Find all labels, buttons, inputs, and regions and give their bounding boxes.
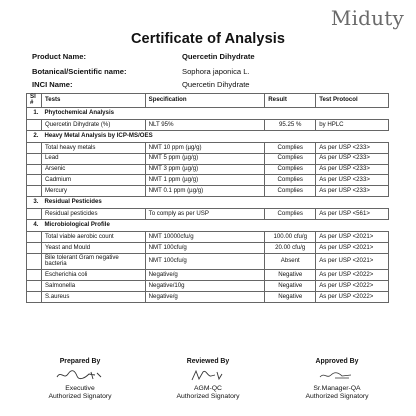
result-cell: Complies [265,153,316,164]
protocol-cell: As per USP <561> [316,209,389,220]
section-row [27,219,389,231]
specification-cell: Negative/10g [145,281,265,292]
prepared-role: Executive [65,385,95,392]
specification-cell: NMT 3 ppm (µg/g) [145,164,265,175]
result-cell: Complies [265,209,316,220]
specification-cell: Negative/g [145,291,265,302]
approved-sub: Authorized Signatory [305,393,369,401]
sl-cell [27,232,42,243]
result-cell: Absent [265,253,316,270]
result-cell: Negative [265,281,316,292]
brand-logo: Miduty [330,6,404,30]
test-cell: Salmonella [41,281,145,292]
test-cell: S.aureus [41,291,145,302]
test-cell: Lead [41,153,145,164]
table-row [27,242,389,253]
result-cell: Complies [265,175,316,186]
header-specification: Specification [145,94,265,108]
protocol-cell: As per USP <233> [316,164,389,175]
sl-cell [27,209,42,220]
inci-name-value: Quercetin Dihydrate [182,80,250,89]
product-name-value: Quercetin Dihydrate [182,52,255,61]
protocol-cell: As per USP <2021> [316,253,389,270]
protocol-cell: As per USP <2021> [316,232,389,243]
specification-cell: NMT 10000cfu/g [145,232,265,243]
approved-role: Sr.Manager-QA [313,385,361,392]
protocol-cell: As per USP <233> [316,175,389,186]
section-title: Phytochemical Analysis [41,107,388,119]
header-tests: Tests [41,94,145,108]
inci-name-label: INCI Name: [32,80,73,89]
test-cell: Mercury [41,186,145,197]
table-row [27,119,389,130]
sl-cell [27,281,42,292]
table-row [27,142,389,153]
sl-cell [27,242,42,253]
protocol-cell: As per USP <2022> [316,291,389,302]
result-cell: 95.25 % [265,119,316,130]
result-cell: Complies [265,142,316,153]
table-row [27,232,389,243]
sl-cell [27,119,42,130]
table-row [27,175,389,186]
protocol-cell: As per USP <2022> [316,281,389,292]
sl-cell [27,175,42,186]
result-cell: Negative [265,270,316,281]
reviewed-by-heading: Reviewed By [186,358,230,365]
reviewed-signature [143,365,273,385]
approved-by-block [272,358,402,401]
table-row [27,209,389,220]
specification-cell: NMT 0.1 ppm (µg/g) [145,186,265,197]
protocol-cell: As per USP <233> [316,142,389,153]
sl-cell [27,291,42,302]
prepared-by-heading: Prepared By [59,358,101,365]
result-cell: 20.00 cfu/g [265,242,316,253]
test-cell: Total heavy metals [41,142,145,153]
header-protocol: Test Protocol [316,94,389,108]
section-title: Heavy Metal Analysis by ICP-MS/OES [41,130,388,142]
sl-cell [27,164,42,175]
header-result: Result [265,94,316,108]
test-cell: Yeast and Mould [41,242,145,253]
section-number: 2. [27,130,42,142]
test-cell: Quercetin Dihydrate (%) [41,119,145,130]
table-row [27,153,389,164]
prepared-by-block [15,358,145,401]
specification-cell: NMT 100cfu/g [145,253,265,270]
section-title: Residual Pesticides [41,196,388,208]
test-cell: Escherichia coli [41,270,145,281]
section-row [27,107,389,119]
specification-cell: NMT 1 ppm (µg/g) [145,175,265,186]
test-cell: Total viable aerobic count [41,232,145,243]
approved-signature [272,365,402,385]
specification-cell: To comply as per USP [145,209,265,220]
prepared-sub: Authorized Signatory [48,393,112,401]
protocol-cell: As per USP <233> [316,153,389,164]
section-row [27,196,389,208]
section-number: 3. [27,196,42,208]
specification-cell: NMT 5 ppm (µg/g) [145,153,265,164]
specification-cell: Negative/g [145,270,265,281]
result-cell: Complies [265,186,316,197]
specification-cell: NLT 95% [145,119,265,130]
test-cell: Arsenic [41,164,145,175]
section-number: 4. [27,219,42,231]
protocol-cell: As per USP <233> [316,186,389,197]
sl-cell [27,153,42,164]
botanical-name-label: Botanical/Scientific name: [32,67,127,76]
reviewed-by-block [143,358,273,401]
reviewed-role: AGM-QC [194,385,222,392]
result-cell: 100.00 cfu/g [265,232,316,243]
table-row [27,291,389,302]
section-row [27,130,389,142]
section-number: 1. [27,107,42,119]
table-row [27,164,389,175]
test-cell: Cadmium [41,175,145,186]
sl-cell [27,142,42,153]
protocol-cell: As per USP <2022> [316,270,389,281]
product-name-label: Product Name: [32,52,87,61]
specification-cell: NMT 100cfu/g [145,242,265,253]
protocol-cell: As per USP <2021> [316,242,389,253]
approved-by-heading: Approved By [315,358,359,365]
analysis-table [26,93,389,303]
reviewed-sub: Authorized Signatory [176,393,240,401]
page-title: Certificate of Analysis [130,31,286,47]
protocol-cell: by HPLC [316,119,389,130]
sl-cell [27,270,42,281]
table-row [27,281,389,292]
test-cell: Residual pesticides [41,209,145,220]
section-title: Microbiological Profile [41,219,388,231]
table-row [27,270,389,281]
result-cell: Complies [265,164,316,175]
test-cell: Bile tolerant Gram negative bacteria [41,253,145,270]
table-row [27,253,389,270]
sl-cell [27,186,42,197]
header-sl: Sl # [27,94,42,108]
prepared-signature [15,365,145,385]
specification-cell: NMT 10 ppm (µg/g) [145,142,265,153]
result-cell: Negative [265,291,316,302]
table-header-row [27,94,389,108]
sl-cell [27,253,42,270]
botanical-name-value: Sophora japonica L. [182,67,250,76]
table-row [27,186,389,197]
